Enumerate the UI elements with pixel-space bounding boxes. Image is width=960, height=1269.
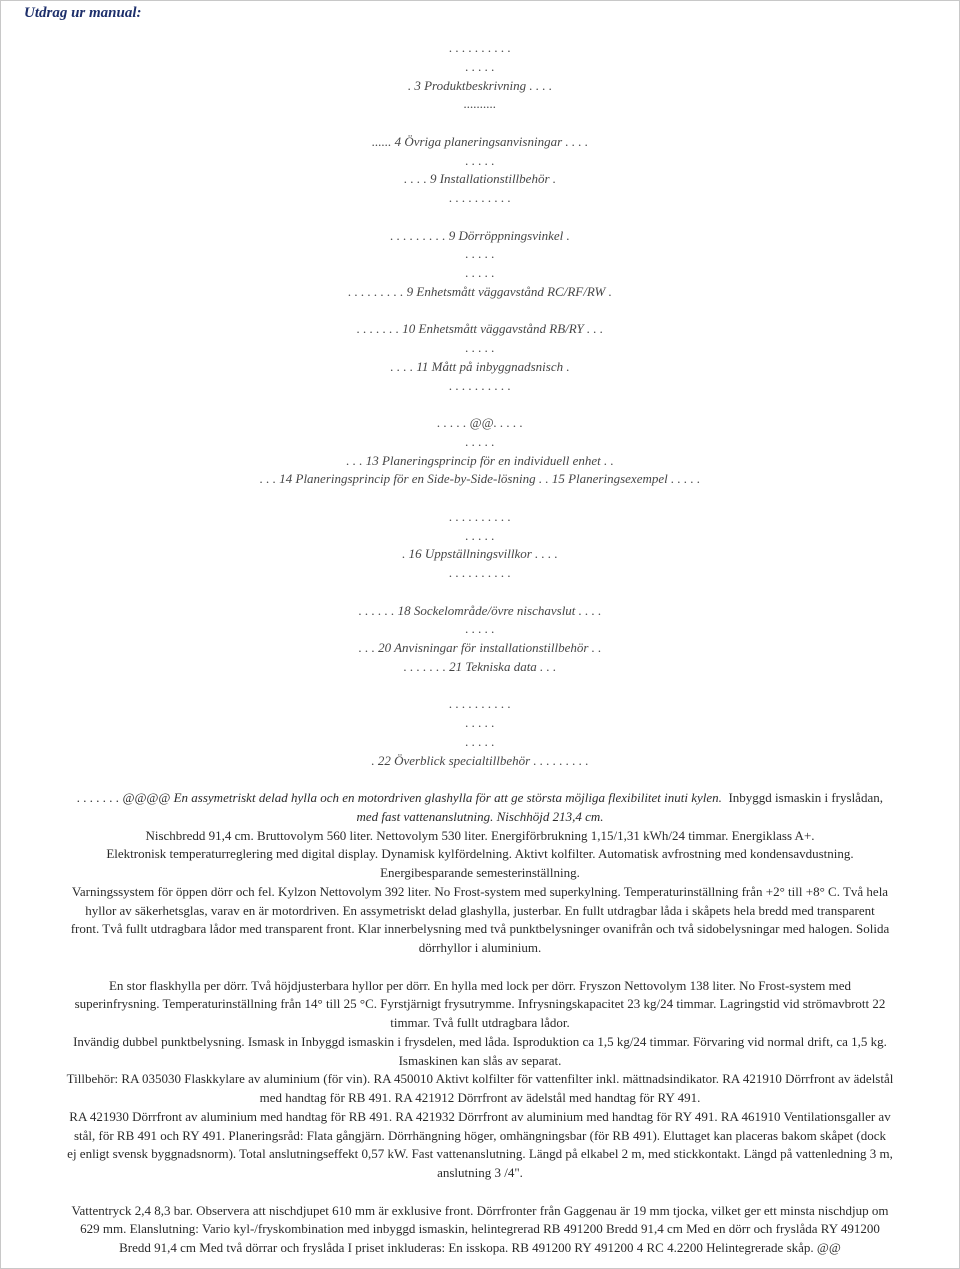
toc-line: . . . . . . . . . . (449, 508, 511, 524)
toc-line: .......... (463, 96, 497, 112)
description-line: RA 421930 Dörrfront av aluminium med handtag för RB 491. RA 421932 Dörrfront av aluminium med handtag för RY 491. RA 461910 Ventilationsgaller av (69, 1108, 891, 1124)
table-of-contents (8, 39, 952, 770)
description-line: timmar. Två fullt utdragbara lådor. (390, 1015, 570, 1030)
toc-line: . . . . . . . 21 Tekniska data . . . (403, 658, 557, 674)
description-line: hyllor av säkerhetsglas, varav en är motordriven. En assymetriskt delad glashylla, justerbar. En fullt utdragbar låda i skåpets hela bredd med transparent (85, 902, 875, 918)
toc-line: . . . . . . . 10 Enhetsmått väggavstånd RB/RY . . . (356, 321, 604, 337)
description-line: Invändig dubbel punktbelysning. Ismask in Inbyggd ismaskin i frysdelen, med låda. Isproduktion ca 1,5 kg/24 timmar. Förvaring vid normal drift, ca 1,5 kg. (73, 1033, 887, 1049)
toc-group (8, 227, 952, 302)
toc-group (8, 39, 952, 114)
toc-line: . . . . . . . . . . (449, 377, 511, 393)
description-line: Ismaskinen kan slås av separat. (398, 1052, 562, 1068)
description-paragraph (8, 789, 952, 958)
description-segment: . . . . . . . @@@@ En assymetriskt delad hylla och en motordriven glashylla för att ge största möjliga flexibilitet inuti kylen. (77, 790, 722, 805)
toc-line: . 3 Produktbeskrivning . . . . (407, 77, 553, 93)
toc-line: . . . . . (465, 621, 495, 637)
description-line: ej enligt svensk byggnadsnorm). Total anslutningseffekt 0,57 kW. Fast vattenanslutning. Längd på elkabel 2 m, med stickkontakt. Längd på vattenledning 3 m, (67, 1146, 893, 1162)
toc-line: . . . 20 Anvisningar för installationstillbehör . . (358, 640, 602, 655)
toc-line: . . . . . . . . . . (449, 40, 511, 55)
toc-line: . . . . . . . . . 9 Dörröppningsvinkel . (390, 227, 570, 243)
toc-line: . . . . 11 Mått på inbyggnadsnisch . (390, 358, 570, 374)
toc-line: . . . 14 Planeringsprincip för en Side-by-Side-lösning . . 15 Planeringsexempel . . . . . (259, 471, 701, 487)
description-line: superinfrysning. Temperaturinställning från 14° till 25 °C. Fyrstjärnigt frysutrymme. Infrysningskapacitet 23 kg/24 timmar. Lagringstid vid strömavbrott 22 (74, 996, 886, 1012)
toc-line: . . . . . . 18 Sockelområde/övre nischavslut . . . . (358, 602, 602, 618)
toc-line: . . . . . (465, 715, 495, 730)
description-line: En stor flaskhylla per dörr. Två höjdjusterbara hyllor per dörr. En hylla med lock per dörr. Fryszon Nettovolym 138 liter. No Frost-system med (108, 977, 852, 993)
toc-line: . . . . . . . . . . (449, 190, 511, 205)
product-description (8, 789, 952, 1258)
description-line: stål, för RB 491 och RY 491. Planeringsråd: Flata gångjärn. Dörrhängning höger, omhängningsbar (för RB 491). Eluttaget kan placeras bakom skåpet (dock (73, 1127, 887, 1143)
description-line: Tillbehör: RA 035030 Flaskkylare av aluminium (för vin). RA 450010 Aktivt kolfilter för vattenfilter inkl. mättnadsindikator. RA 421910 Dörrfront av ädelstål (66, 1071, 894, 1087)
document-content (8, 39, 952, 1269)
description-line: Bredd 91,4 cm Med två dörrar och fryslåda I priset inkluderas: En isskopa. RB 491200 RY 491200 4 RC 4.2200 Helintegrerade skåp. @@ (119, 1240, 841, 1255)
toc-line: . . . . . (465, 58, 495, 74)
description-line: anslutning 3 /4". (437, 1165, 523, 1180)
description-paragraph (8, 1202, 952, 1258)
description-line: 629 mm. Elanslutning: Vario kyl-/fryskombination med inbyggd ismaskin, helintegrerad RB 491200 Bredd 91,4 cm Med en dörr och fryslåda RY 491200 (80, 1221, 880, 1237)
toc-line: . . . . . . . . . 9 Enhetsmått väggavstånd RC/RF/RW . (348, 283, 612, 299)
toc-line: . . . 13 Planeringsprincip för en individuell enhet . . (346, 452, 614, 468)
description-line: Varningssystem för öppen dörr och fel. Kylzon Nettovolym 392 liter. No Frost-system med superkylning. Temperaturinställning från +2° till +8° C. Två hela (71, 883, 889, 899)
toc-line: . 16 Uppställningsvillkor . . . . (402, 546, 558, 562)
description-line: Nischbredd 91,4 cm. Bruttovolym 560 liter. Nettovolym 530 liter. Energiförbrukning 1,15/1,31 kWh/24 timmar. Energiklass A+. (145, 827, 815, 843)
toc-line: . . . . . (465, 340, 495, 355)
toc-group (8, 320, 952, 395)
description-line: Energibesparande semesterinställning. (380, 865, 580, 880)
description-line: Elektronisk temperaturreglering med digital display. Dynamisk kylfördelning. Aktivt kolfilter. Automatisk avfrostning med kondensavdustning. (106, 846, 854, 862)
description-line: med fast vattenanslutning. Nischhöjd 213,4 cm. (356, 808, 604, 824)
description-paragraph (8, 977, 952, 1183)
toc-line: . . . . . (465, 152, 495, 168)
toc-line: . . . . . (465, 733, 495, 749)
description-line: Vattentryck 2,4 8,3 bar. Observera att nischdjupet 610 mm är exklusive front. Dörrfronter från Gaggenau är 19 mm tjocka, vilket ger ett minsta nischdjup om (71, 1202, 889, 1218)
toc-line: . . . . . (465, 246, 495, 262)
toc-line: . . . . . @@. . . . . (437, 415, 523, 430)
toc-line: . 22 Överblick specialtillbehör . . . . . . . . . (371, 752, 589, 768)
toc-line: . . . . . (465, 433, 495, 449)
description-line: front. Två fullt utdragbara lådor med transparent front. Klar innerbelysning med två punktbelysninger ovanifrån och två sidobelysningar med halogen. Solida (70, 921, 890, 937)
description-line: dörrhyllor i aluminium. (418, 940, 542, 955)
toc-line: . . . . . . . . . . (449, 565, 511, 580)
description-line: med handtag för RB 491. RA 421912 Dörrfront av ädelstål med handtag för RY 491. (259, 1090, 701, 1105)
toc-line: . . . . 9 Installationstillbehör . (403, 171, 557, 187)
toc-group (8, 602, 952, 677)
description-segment: Inbyggd ismaskin i fryslådan, (728, 790, 883, 805)
document-title: Utdrag ur manual: (24, 5, 142, 21)
toc-group (8, 133, 952, 208)
toc-group (8, 508, 952, 583)
description-line (8, 789, 952, 808)
toc-line: . . . . . (465, 527, 495, 543)
toc-line: . . . . . (465, 265, 495, 280)
toc-group (8, 695, 952, 770)
toc-line: . . . . . . . . . . (449, 696, 511, 712)
toc-group (8, 414, 952, 489)
toc-line: ...... 4 Övriga planeringsanvisningar . . . . (371, 133, 589, 149)
